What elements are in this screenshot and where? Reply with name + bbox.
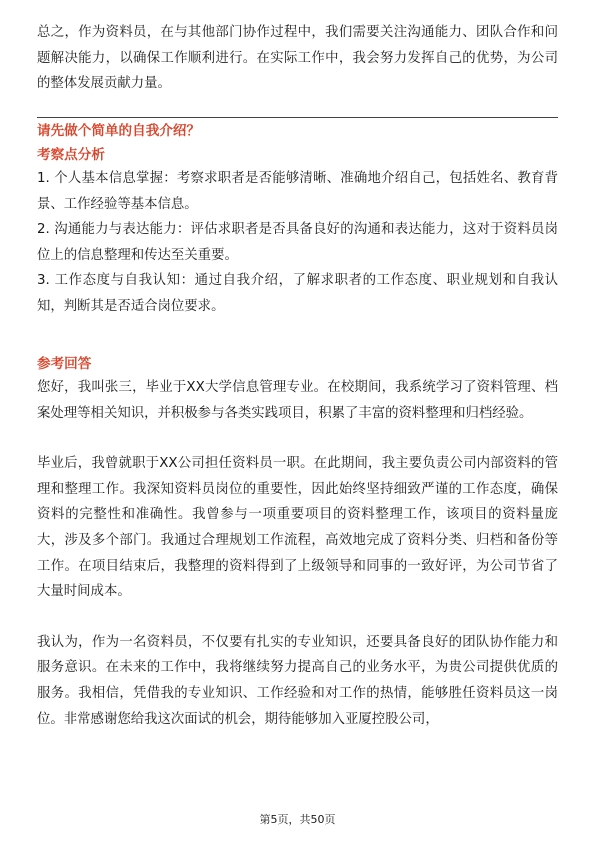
analysis-point: 2. 沟通能力与表达能力：评估求职者是否具备良好的沟通和表达能力，这对于资料员岗位上的信息整理和传达至关重要。 xyxy=(37,222,558,263)
analysis-heading: 考察点分析 xyxy=(37,147,105,163)
answer-paragraph: 我认为，作为一名资料员，不仅要有扎实的专业知识，还要具备良好的团队协作能力和服务意识。在未来的工作中，我将继续努力提高自己的业务水平，为贵公司提供优质的服务。我相信，凭借我的专业知识、工作经验和对工作的热情，能够胜任资料员这一岗位。非常感谢您给我这次面试的机会，期待能够加入亚厦控股公司， xyxy=(37,634,558,727)
page-footer: 第5页，共50页 xyxy=(259,813,336,826)
answer-section xyxy=(37,353,558,732)
question-title: 请先做个简单的自我介绍？ xyxy=(37,123,201,139)
answer-heading: 参考回答 xyxy=(37,356,92,372)
intro-paragraph: 总之，作为资料员，在与其他部门协作过程中，我们需要关注沟通能力、团队合作和问题解决能力，以确保工作顺利进行。在实际工作中，我会努力发挥自己的优势，为公司的整体发展贡献力量。 xyxy=(37,25,558,92)
answer-paragraph: 毕业后，我曾就职于XX公司担任资料员一职。在此期间，我主要负责公司内部资料的管理和整理工作。我深知资料员岗位的重要性，因此始终坚持细致严谨的工作态度，确保资料的完整性和准确性。我曾参与一项重要项目的资料整理工作，该项目的资料量庞大，涉及多个部门。我通过合理规划工作流程，高效地完成了资料分类、归档和备份等工作。在项目结束后，我整理的资料得到了上级领导和同事的一致好评，为公司节省了大量时间成本。 xyxy=(37,456,558,600)
analysis-point: 3. 工作态度与自我认知：通过自我介绍，了解求职者的工作态度、职业规划和自我认知，判断其是否适合岗位要求。 xyxy=(37,273,558,314)
analysis-point: 1. 个人基本信息掌握：考察求职者是否能够清晰、准确地介绍自己，包括姓名、教育背景、工作经验等基本信息。 xyxy=(37,171,558,212)
analysis-section xyxy=(37,144,558,320)
answer-paragraph: 您好，我叫张三，毕业于XX大学信息管理专业。在校期间，我系统学习了资料管理、档案处理等相关知识，并积极参与各类实践项目，积累了丰富的资料整理和归档经验。 xyxy=(37,380,558,421)
section-divider xyxy=(37,117,558,118)
